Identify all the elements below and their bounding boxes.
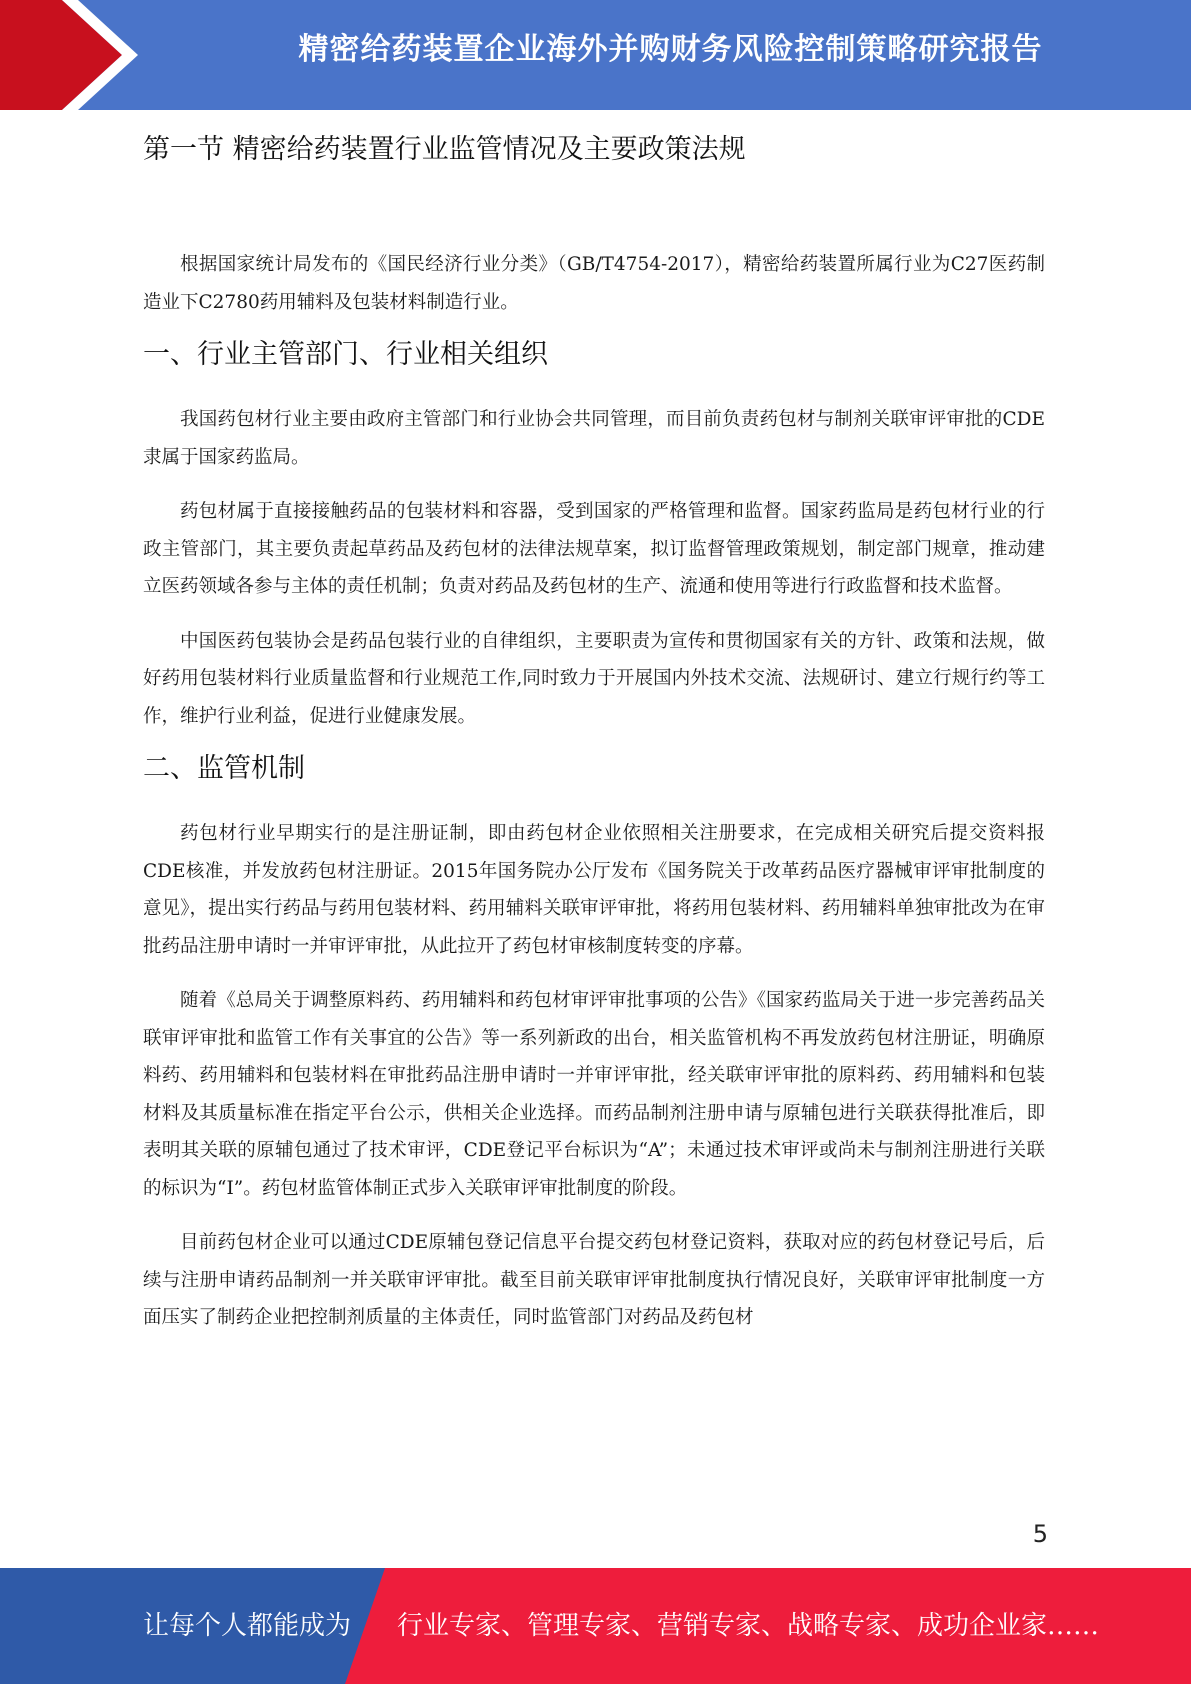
report-title: 精密给药装置企业海外并购财务风险控制策略研究报告 xyxy=(298,32,1043,67)
page-footer xyxy=(0,1568,1191,1684)
subsection-heading-1: 一、行业主管部门、行业相关组织 xyxy=(143,339,548,370)
paragraph: 随着《总局关于调整原料药、药用辅料和药包材审评审批事项的公告》《国家药监局关于进一步完善药品关联审评审批和监管工作有关事宜的公告》等一系列新政的出台，相关监管机构不再发放药包材注册证，明确原料药、药用辅料和包装材料在审批药品注册申请时一并审评审批，经关联审评审批的原料药、药用辅料和包装材料及其质量标准在指定平台公示，供相关企业选择。而药品制剂注册申请与原辅包进行关联获得批准后，即表明其关联的原辅包通过了技术审评，CDE登记平台标识为“A”；未通过技术审评或尚未与制剂注册进行关联的标识为“I”。药包材监管体制正式步入关联审评审批制度的阶段。 xyxy=(143,990,1045,1199)
page-content xyxy=(143,128,1045,1337)
paragraph: 中国医药包装协会是药品包装行业的自律组织，主要职责为宣传和贯彻国家有关的方针、政策和法规，做好药用包装材料行业质量监督和行业规范工作,同时致力于开展国内外技术交流、法规研讨、建立行规行约等工作，维护行业利益，促进行业健康发展。 xyxy=(143,630,1045,727)
subsection-heading-2: 二、监管机制 xyxy=(143,753,305,784)
intro-paragraph: 根据国家统计局发布的《国民经济行业分类》（GB/T4754-2017），精密给药装置所属行业为C27医药制造业下C2780药用辅料及包装材料制造行业。 xyxy=(143,254,1045,313)
footer-slogan-right: 行业专家、管理专家、营销专家、战略专家、成功企业家…… xyxy=(397,1611,1100,1641)
paragraph: 药包材属于直接接触药品的包装材料和容器，受到国家的严格管理和监督。国家药监局是药包材行业的行政主管部门，其主要负责起草药品及药包材的法律法规草案，拟订监督管理政策规划，制定部门规章，推动建立医药领域各参与主体的责任机制；负责对药品及药包材的生产、流通和使用等进行行政监督和技术监督。 xyxy=(143,501,1045,597)
page-number: 5 xyxy=(1032,1520,1048,1548)
paragraph: 目前药包材企业可以通过CDE原辅包登记信息平台提交药包材登记资料，获取对应的药包材登记号后，后续与注册申请药品制剂一并关联审评审批。截至目前关联审评审批制度执行情况良好，关联审评审批制度一方面压实了制药企业把控制剂质量的主体责任，同时监管部门对药品及药包材 xyxy=(143,1232,1045,1328)
paragraph: 药包材行业早期实行的是注册证制，即由药包材企业依照相关注册要求，在完成相关研究后提交资料报CDE核准，并发放药包材注册证。2015年国务院办公厅发布《国务院关于改革药品医疗器械审评审批制度的意见》，提出实行药品与药用包装材料、药用辅料关联审评审批，将药用包装材料、药用辅料单独审批改为在审批药品注册申请时一并审评审批，从此拉开了药包材审核制度转变的序幕。 xyxy=(143,823,1045,957)
header-arrow-decoration xyxy=(0,0,160,110)
footer-slogan-left: 让每个人都能成为 xyxy=(143,1611,352,1641)
section-title: 第一节 精密给药装置行业监管情况及主要政策法规 xyxy=(143,134,746,165)
paragraph: 我国药包材行业主要由政府主管部门和行业协会共同管理，而目前负责药包材与制剂关联审评审批的CDE隶属于国家药监局。 xyxy=(143,409,1045,468)
page-header xyxy=(0,0,1191,110)
